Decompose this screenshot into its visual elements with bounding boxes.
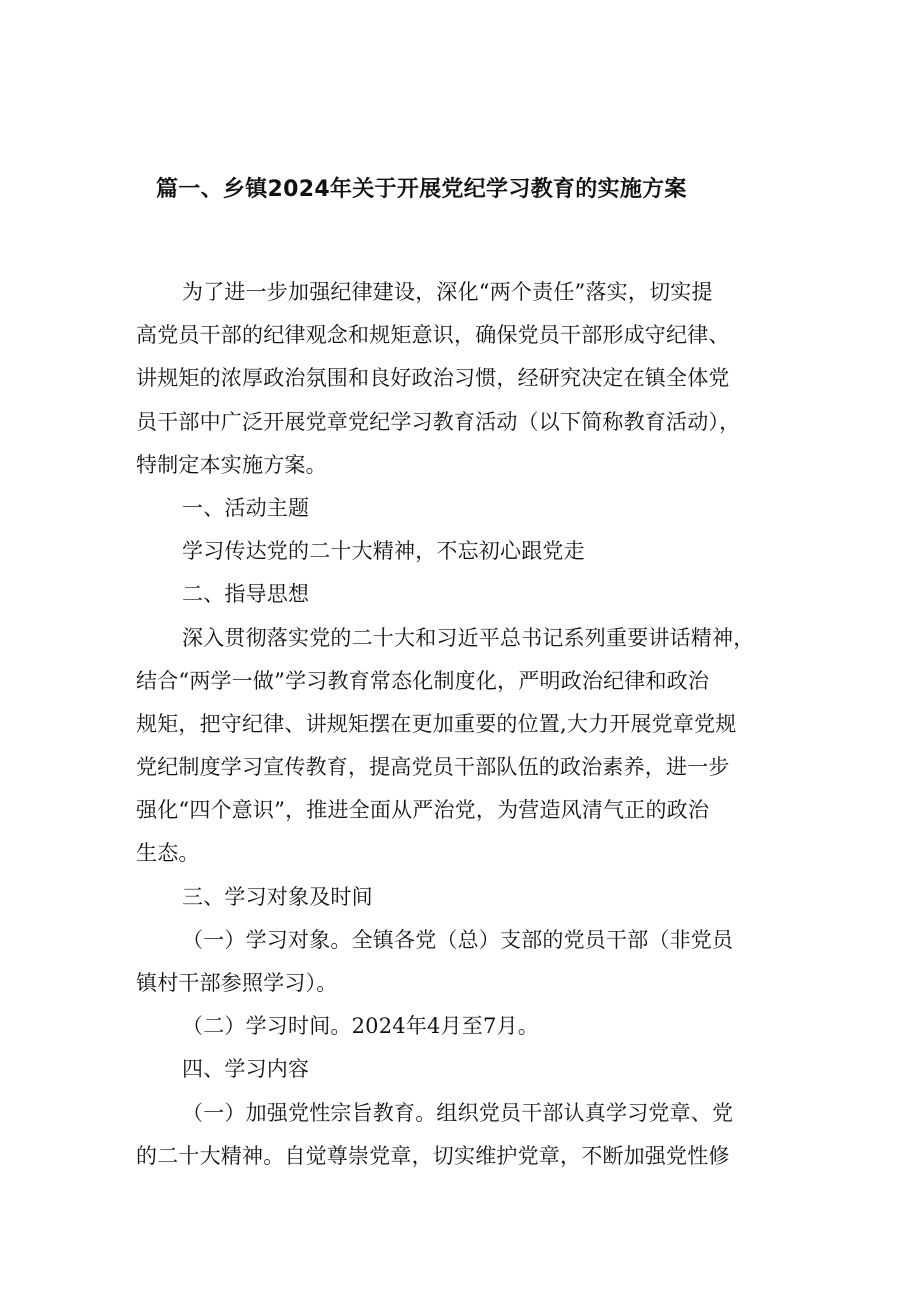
body-line: 学习传达党的二十大精神，不忘初心跟党走 (182, 539, 585, 564)
body-line: 高党员干部的纪律观念和规矩意识，确保党员干部形成守纪律、 (136, 323, 730, 348)
document-body (136, 271, 796, 1178)
body-line: （二）学习时间。2024年4月至7月。 (182, 1014, 539, 1039)
body-line: （一）加强党性宗旨教育。组织党员干部认真学习党章、党 (182, 1100, 734, 1125)
body-line: 员干部中广泛开展党章党纪学习教育活动（以下简称教育活动）， (136, 409, 741, 434)
body-line: 生态。 (136, 841, 200, 866)
body-line: 强化“四个意识”，推进全面从严治党，为营造风清气正的政治 (136, 798, 710, 823)
body-line: 为了进一步加强纪律建设，深化“两个责任”落实，切实提 (182, 280, 713, 304)
section-heading: 三、学习对象及时间 (182, 884, 373, 909)
body-line: 结合“两学一做”学习教育常态化制度化，严明政治纪律和政治 (136, 668, 710, 693)
body-line: 镇村干部参照学习）。 (136, 971, 338, 995)
section-heading: 二、指导思想 (182, 582, 310, 607)
section-heading: 一、活动主题 (182, 495, 310, 520)
body-line: 党纪制度学习宣传教育，提高党员干部队伍的政治素养，进一步 (136, 755, 730, 780)
document-title: 篇一、乡镇2024年关于开展党纪学习教育的实施方案 (156, 177, 687, 202)
body-line: 规矩，把守纪律、讲规矩摆在更加重要的位置,大力开展党章党规 (136, 711, 737, 736)
body-line: 的二十大精神。自觉尊崇党章，切实维护党章，不断加强党性修 (136, 1143, 730, 1168)
body-line: （一）学习对象。全镇各党（总）支部的党员干部（非党员 (182, 927, 734, 952)
section-heading: 四、学习内容 (182, 1057, 310, 1082)
body-line: 特制定本实施方案。 (136, 452, 327, 477)
body-line: 深入贯彻落实党的二十大和习近平总书记系列重要讲话精神， (182, 625, 755, 650)
body-line: 讲规矩的浓厚政治氛围和良好政治习惯，经研究决定在镇全体党 (136, 366, 730, 391)
